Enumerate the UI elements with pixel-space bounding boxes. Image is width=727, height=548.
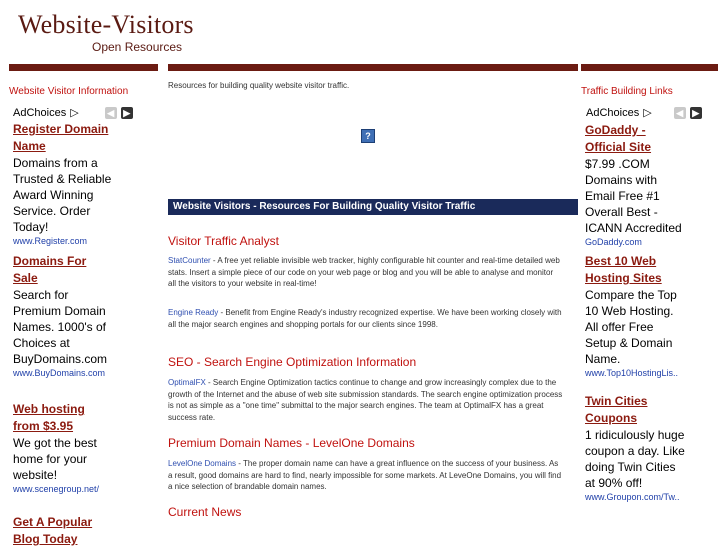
left-ad-4: [13, 514, 148, 548]
ad-url-link[interactable]: www.Top10HostingLis..: [585, 368, 679, 378]
ad-title-link[interactable]: Register Domain Name: [13, 122, 109, 153]
ad-url-link[interactable]: GoDaddy.com: [585, 237, 642, 247]
ad-url-link[interactable]: www.Groupon.com/Tw..: [585, 492, 680, 502]
ad-title-link[interactable]: GoDaddy - Official Site: [585, 123, 652, 154]
engine-ready-link[interactable]: Engine Ready: [168, 308, 219, 317]
section-title-domains: Premium Domain Names - LevelOne Domains: [168, 436, 415, 450]
ad-url-link[interactable]: www.scenegroup.net/: [13, 484, 100, 494]
right-column-heading: Traffic Building Links: [581, 86, 673, 97]
left-ad-2: [13, 253, 148, 379]
right-ad-1: [585, 122, 723, 248]
right-ad-2: [585, 253, 723, 379]
levelone-link[interactable]: LevelOne Domains: [168, 459, 237, 468]
right-adchoices[interactable]: [586, 106, 702, 119]
ad-title-link[interactable]: Web hosting from $3.95: [13, 402, 85, 433]
ad-next-icon[interactable]: ▶: [690, 107, 702, 119]
section-title-visitor-traffic: Visitor Traffic Analyst: [168, 234, 279, 248]
right-ad-3: [585, 393, 723, 503]
left-ad-3: [13, 401, 148, 495]
paragraph-optimalfx: OptimalFX - Search Engine Optimization tactics continue to change and grow increasingly complex due to the growth of the Internet and the abuse of web site submission standards. The search engine optimization process is not as simple as a "one time" submittal to the major search engines. The team at OptimalFX has a great success rate.: [168, 378, 563, 422]
optimalfx-link[interactable]: OptimalFX: [168, 378, 206, 387]
ad-body: Search for Premium Domain Names. 1000's of Choices at BuyDomains.com: [13, 288, 108, 366]
section-title-seo: SEO - Search Engine Optimization Information: [168, 355, 417, 369]
ad-body: We got the best home for your website!: [13, 436, 97, 482]
paragraph-levelone: LevelOne Domains - The proper domain name can have a great influence on the success of your business. As a result, good domains are hard to find, nearly impossible for some markets. At LeveOne Domains, you will find a nice selection of brandable domain names.: [168, 459, 562, 491]
ad-prev-icon[interactable]: ◀: [105, 107, 117, 119]
ad-title-link[interactable]: Twin Cities Coupons: [585, 394, 648, 425]
paragraph-statcounter: StatCounter - A free yet reliable invisible web tracker, highly configurable hit counter and real-time detailed web stats. Insert a simple piece of our code on your web page or blog and you will be able to analyse and monitor all the visitors to your website in real-time!: [168, 256, 560, 288]
ad-body: 1 ridiculously huge coupon a day. Like doing Twin Cities at 90% off!: [585, 428, 685, 490]
ad-url-link[interactable]: www.BuyDomains.com: [13, 368, 106, 378]
statcounter-link[interactable]: StatCounter: [168, 256, 211, 265]
left-adchoices[interactable]: [13, 106, 133, 119]
intro-text: Resources for building quality website visitor traffic.: [168, 81, 350, 90]
ad-title-link[interactable]: Best 10 Web Hosting Sites: [585, 254, 662, 285]
adchoices-label: AdChoices: [586, 106, 640, 119]
ad-title-link[interactable]: Domains For Sale: [13, 254, 87, 285]
ad-url-link[interactable]: www.Register.com: [13, 236, 88, 246]
left-column-heading: Website Visitor Information: [9, 86, 129, 97]
left-ad-1: [13, 121, 148, 247]
center-header-bar: [168, 64, 578, 71]
ad-title-link[interactable]: Get A Popular Blog Today: [13, 515, 93, 546]
paragraph-engine-ready: Engine Ready - Benefit from Engine Ready's industry recognized expertise. We have been working closely with all the major search engines and shopping portals for our clients since 1998.: [168, 308, 562, 329]
adchoices-icon: ▷: [643, 107, 652, 119]
help-icon[interactable]: ?: [361, 129, 375, 143]
right-header-bar: [581, 64, 718, 71]
left-header-bar: [9, 64, 158, 71]
ad-next-icon[interactable]: ▶: [121, 107, 133, 119]
ad-body: Compare the Top 10 Web Hosting. All offer Free Setup & Domain Name.: [585, 288, 677, 366]
site-logo-subtitle: Open Resources: [92, 40, 183, 54]
site-logo-title[interactable]: Website-Visitors: [18, 10, 194, 39]
ad-body: $7.99 .COM Domains with Email Free #1 Overall Best - ICANN Accredited: [585, 157, 682, 235]
ad-prev-icon[interactable]: ◀: [674, 107, 686, 119]
section-title-current-news: Current News: [168, 505, 242, 519]
adchoices-label: AdChoices: [13, 106, 67, 119]
adchoices-icon: ▷: [70, 107, 79, 119]
ad-body: Domains from a Trusted & Reliable Award Winning Service. Order Today!: [13, 156, 112, 234]
page-title-banner: Website Visitors - Resources For Building Quality Visitor Traffic: [168, 199, 578, 215]
